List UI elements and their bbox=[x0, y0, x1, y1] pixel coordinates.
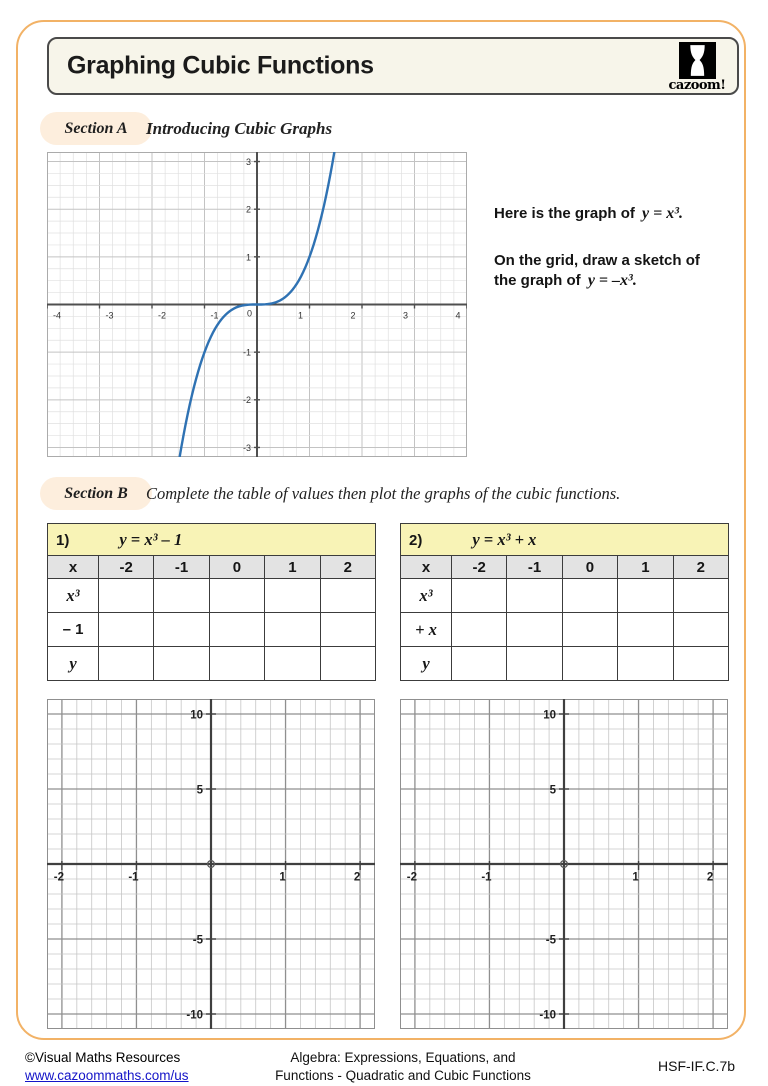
svg-text:-5: -5 bbox=[545, 934, 556, 947]
footer-copyright-block bbox=[25, 1049, 189, 1084]
value-cell bbox=[209, 579, 264, 613]
column-header-cell: -1 bbox=[154, 556, 209, 579]
row-label-cell: – 1 bbox=[48, 613, 99, 647]
value-cell bbox=[562, 647, 617, 681]
value-cell bbox=[265, 613, 320, 647]
value-cell bbox=[618, 647, 673, 681]
section-b-pill bbox=[40, 477, 152, 510]
column-header-cell: -1 bbox=[507, 556, 562, 579]
column-header-cell: -2 bbox=[452, 556, 507, 579]
svg-text:-1: -1 bbox=[242, 347, 251, 358]
column-header-cell: -2 bbox=[99, 556, 154, 579]
column-header-cell: 1 bbox=[265, 556, 320, 579]
column-header-cell: 2 bbox=[320, 556, 375, 579]
svg-text:-5: -5 bbox=[192, 934, 203, 947]
svg-text:-10: -10 bbox=[186, 1009, 203, 1022]
svg-text:5: 5 bbox=[196, 784, 203, 797]
footer-copyright: ©Visual Maths Resources bbox=[25, 1050, 181, 1065]
value-cell bbox=[618, 579, 673, 613]
note-2-line1: On the grid, draw a sketch of bbox=[494, 252, 700, 269]
plot-grid-2 bbox=[400, 699, 728, 1029]
value-cell bbox=[265, 647, 320, 681]
column-header-cell: 0 bbox=[562, 556, 617, 579]
value-cell bbox=[562, 579, 617, 613]
note-1-math: y = x³. bbox=[642, 205, 684, 222]
cazoom-logo bbox=[665, 42, 729, 92]
svg-text:-2: -2 bbox=[242, 395, 251, 406]
cazoommaths-link[interactable]: www.cazoommaths.com/us bbox=[25, 1067, 189, 1083]
values-table-1 bbox=[47, 523, 376, 681]
section-a-heading: Introducing Cubic Graphs bbox=[146, 118, 333, 138]
row-label-cell: x³ bbox=[401, 579, 452, 613]
value-cell bbox=[507, 613, 562, 647]
row-label-cell: y bbox=[48, 647, 99, 681]
note-2 bbox=[494, 252, 752, 291]
value-cell bbox=[320, 579, 375, 613]
note-1-text: Here is the graph of bbox=[494, 205, 640, 222]
svg-text:-3: -3 bbox=[105, 310, 114, 321]
footer-topic-line2: Functions - Quadratic and Cubic Functions bbox=[275, 1067, 531, 1083]
svg-text:2: 2 bbox=[350, 310, 356, 321]
value-cell bbox=[154, 647, 209, 681]
value-cell bbox=[673, 647, 728, 681]
svg-text:-1: -1 bbox=[481, 871, 492, 884]
plot-grid-1 bbox=[47, 699, 375, 1029]
svg-text:0: 0 bbox=[246, 308, 252, 319]
svg-text:-2: -2 bbox=[406, 871, 418, 884]
svg-text:2: 2 bbox=[706, 871, 714, 884]
section-a-pill bbox=[40, 112, 152, 145]
column-header-cell: x bbox=[48, 556, 99, 579]
value-cell bbox=[673, 579, 728, 613]
footer-topic bbox=[272, 1049, 534, 1084]
page-title: Graphing Cubic Functions bbox=[67, 51, 374, 80]
section-a-label: Section A bbox=[64, 119, 128, 137]
svg-text:3: 3 bbox=[245, 156, 251, 167]
table-equation: y = x³ + x bbox=[472, 529, 537, 549]
svg-text:10: 10 bbox=[190, 709, 203, 722]
section-b-instruction: Complete the table of values then plot the graphs of the cubic functions. bbox=[146, 483, 621, 503]
value-cell bbox=[209, 647, 264, 681]
value-cell bbox=[154, 613, 209, 647]
svg-text:2: 2 bbox=[353, 871, 361, 884]
note-2-line2: the graph of y = –x³. bbox=[494, 271, 637, 289]
svg-text:1: 1 bbox=[279, 871, 286, 884]
svg-text:5: 5 bbox=[549, 784, 556, 797]
value-cell bbox=[99, 579, 154, 613]
column-header-cell: x bbox=[401, 556, 452, 579]
svg-text:10: 10 bbox=[543, 709, 556, 722]
cazoom-logo-text: cazoom! bbox=[668, 78, 726, 93]
table-title-row bbox=[48, 524, 376, 556]
svg-text:1: 1 bbox=[245, 252, 251, 263]
value-cell bbox=[99, 647, 154, 681]
value-cell bbox=[507, 579, 562, 613]
note-2-math: y = –x³. bbox=[587, 271, 637, 289]
svg-text:-2: -2 bbox=[157, 310, 167, 321]
value-cell bbox=[452, 613, 507, 647]
svg-text:-1: -1 bbox=[128, 871, 139, 884]
value-cell bbox=[320, 647, 375, 681]
svg-text:2: 2 bbox=[245, 204, 251, 215]
table-number: 2) bbox=[409, 531, 423, 549]
value-cell bbox=[99, 613, 154, 647]
values-table-2 bbox=[400, 523, 729, 681]
svg-text:-2: -2 bbox=[53, 871, 65, 884]
value-cell bbox=[452, 647, 507, 681]
value-cell bbox=[452, 579, 507, 613]
svg-text:1: 1 bbox=[297, 310, 304, 321]
column-header-cell: 0 bbox=[209, 556, 264, 579]
footer-topic-line1: Algebra: Expressions, Equations, and bbox=[290, 1050, 516, 1065]
value-cell bbox=[618, 613, 673, 647]
row-label-cell: x³ bbox=[48, 579, 99, 613]
svg-text:1: 1 bbox=[632, 871, 639, 884]
column-header-cell: 1 bbox=[618, 556, 673, 579]
svg-text:-10: -10 bbox=[539, 1009, 556, 1022]
value-cell bbox=[209, 613, 264, 647]
column-header-cell: 2 bbox=[673, 556, 728, 579]
svg-text:3: 3 bbox=[402, 310, 409, 321]
value-cell bbox=[265, 579, 320, 613]
cubic-graph bbox=[47, 152, 467, 457]
svg-text:-3: -3 bbox=[242, 442, 251, 453]
title-box bbox=[47, 37, 739, 95]
table-equation: y = x³ – 1 bbox=[119, 529, 183, 549]
worksheet-code: HSF-IF.C.7b bbox=[658, 1058, 736, 1074]
value-cell bbox=[320, 613, 375, 647]
value-cell bbox=[562, 613, 617, 647]
cazoom-vase-icon bbox=[679, 42, 716, 79]
table-title-row bbox=[401, 524, 729, 556]
svg-text:-4: -4 bbox=[52, 310, 62, 321]
value-cell bbox=[507, 647, 562, 681]
value-cell bbox=[673, 613, 728, 647]
section-b-label: Section B bbox=[64, 484, 128, 502]
row-label-cell: y bbox=[401, 647, 452, 681]
row-label-cell: + x bbox=[401, 613, 452, 647]
value-cell bbox=[154, 579, 209, 613]
note-1 bbox=[494, 204, 752, 224]
table-number: 1) bbox=[56, 531, 70, 549]
svg-text:-1: -1 bbox=[210, 310, 219, 321]
svg-text:4: 4 bbox=[455, 310, 461, 321]
